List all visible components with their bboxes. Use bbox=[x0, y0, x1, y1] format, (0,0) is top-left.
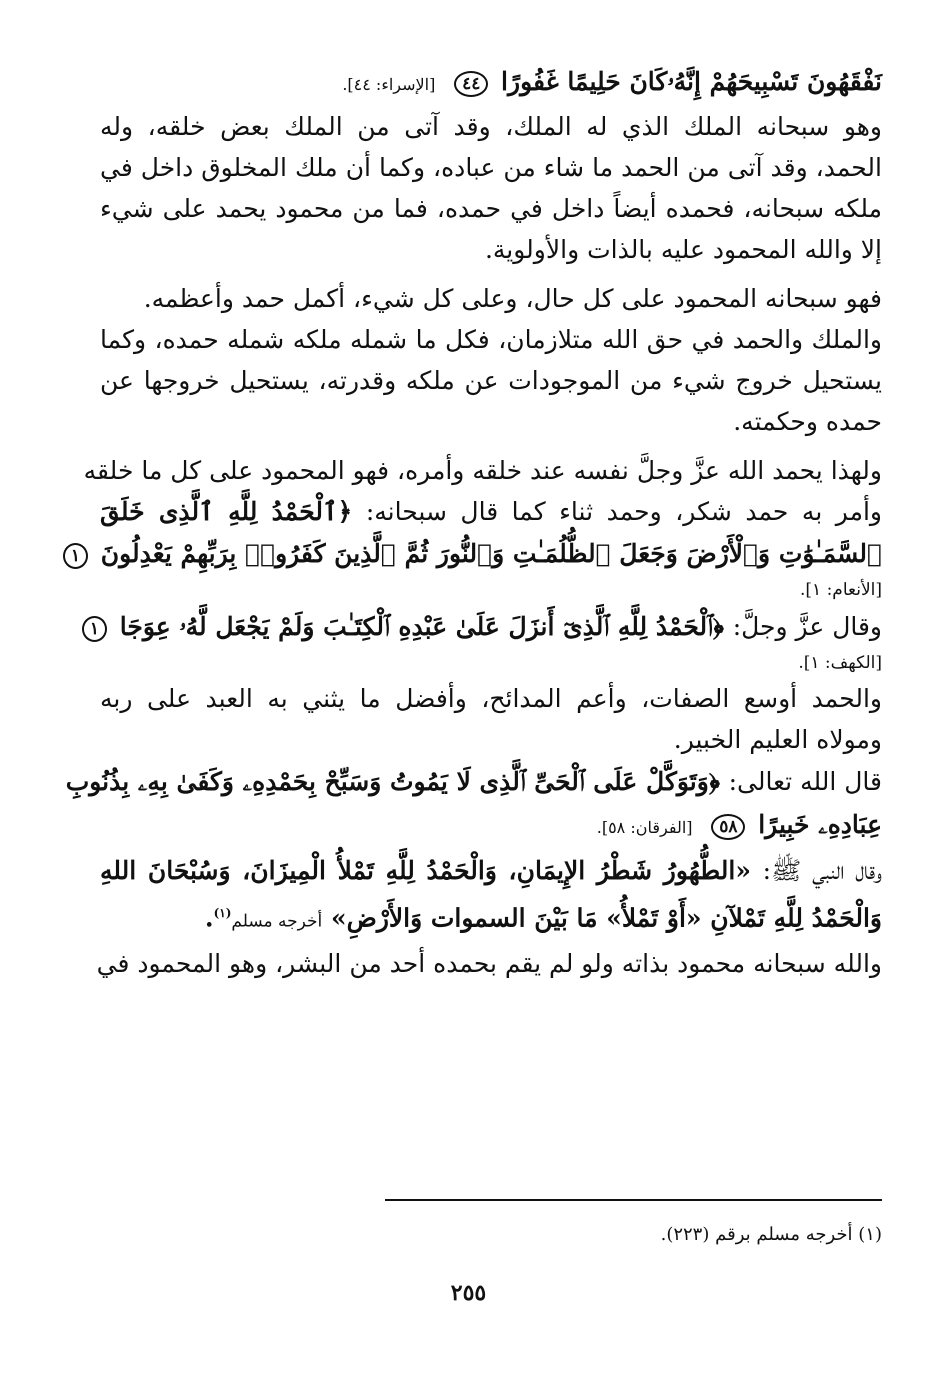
verse-reference: [الإسراء: ٤٤]. bbox=[342, 75, 436, 94]
hadith-source: أخرجه مسلم bbox=[231, 911, 323, 932]
page-number: ٢٥٥ bbox=[450, 1280, 487, 1306]
paragraph-line: فهو سبحانه المحمود على كل حال، وعلى كل شيء، أكمل حمد وأعظمه. bbox=[143, 284, 882, 313]
verse-text: عِبَادِهِۦ خَبِيرًا bbox=[758, 810, 882, 839]
text-span: وقال النبي ﷺ: bbox=[762, 856, 882, 885]
hadith-line: وَالْحَمْدُ لِلَّهِ تَمْلآنِ «أَوْ تَمْلأُ» مَا بَيْنَ السموات وَالأَرْضِ» أخرجه مسلم$^{(١)}$. bbox=[204, 903, 882, 933]
text-span: قال الله تعالى: bbox=[728, 767, 882, 796]
text-span: وقال عزَّ وجلَّ: bbox=[732, 612, 882, 641]
quran-verse-line bbox=[89, 605, 882, 648]
quran-verse-line bbox=[100, 60, 882, 106]
hadith-text: «الطُّهُورُ شَطْرُ الإِيمَانِ، وَالْحَمْدُ لِلَّهِ تَمْلأُ الْمِيزَانَ، وَسُبْحَانَ اللهِ bbox=[100, 856, 751, 885]
verse-text: ﴿ٱلْحَمْدُ لِلَّهِ ٱلَّذِىٓ أَنزَلَ عَلَىٰ عَبْدِهِ ٱلْكِتَـٰبَ وَلَمْ يَجْعَل لَّهُۥ عِوَجَا bbox=[119, 612, 724, 641]
hadith-text: وَالْحَمْدُ لِلَّهِ تَمْلآنِ «أَوْ تَمْلأُ» مَا بَيْنَ السموات وَالأَرْضِ» bbox=[330, 903, 882, 933]
paragraph-line: يستحيل خروج شيء من الموجودات عن ملكه وقدرته، يستحيل خروجها عن bbox=[100, 366, 882, 395]
paragraph-line: ملكه سبحانه، فحمده أيضاً داخل في حمده، فما من محمود يحمد على شيء bbox=[100, 194, 882, 223]
verse-reference: [الفرقان: ٥٨]. bbox=[596, 818, 693, 837]
text-span: وأمر به حمد شكر، وحمد ثناء كما قال سبحانه: bbox=[365, 497, 883, 526]
footnote: (١) أخرجه مسلم برقم (٢٢٣). bbox=[660, 1224, 882, 1245]
ayah-number: ١ bbox=[63, 543, 88, 569]
quran-verse-line bbox=[65, 760, 882, 803]
paragraph-line: والحمد أوسع الصفات، وأعم المدائح، وأفضل ما يثني به العبد على ربه bbox=[100, 684, 882, 713]
ayah-number: ٥٨ bbox=[711, 814, 745, 840]
paragraph-line: ولهذا يحمد الله عزَّ وجلَّ نفسه عند خلقه وأمره، فهو المحمود على كل ما خلقه bbox=[83, 456, 882, 485]
paragraph-line: والملك والحمد في حق الله متلازمان، فكل ما شمله ملكه شمله حمده، وكما bbox=[100, 325, 882, 354]
quran-verse-line bbox=[70, 532, 882, 575]
paragraph-line: الحمد، وقد آتى من الحمد ما شاء من عباده، وكما أن ملك المخلوق داخل في bbox=[100, 153, 882, 182]
paragraph-line: حمده وحكمته. bbox=[733, 407, 882, 436]
verse-text: ﴿وَتَوَكَّلْ عَلَى ٱلْحَىِّ ٱلَّذِى لَا يَمُوتُ وَسَبِّحْ بِحَمْدِهِۦ وَكَفَىٰ بِهِۦ بِذُنُوبِ bbox=[65, 767, 720, 796]
footnote-divider bbox=[385, 1199, 882, 1201]
verse-text: ٱلسَّمَـٰوَٰتِ وَٱلْأَرْضَ وَجَعَلَ ٱلظُّلُمَـٰتِ وَٱلنُّورَ ثُمَّ ٱلَّذِينَ كَفَرُوا۟ بِرَبِّهِمْ يَعْدِلُونَ bbox=[100, 539, 882, 568]
ayah-number: ٤٤ bbox=[454, 71, 488, 97]
page-body bbox=[65, 60, 883, 984]
ayah-number: ١ bbox=[82, 616, 107, 642]
hadith-line bbox=[100, 849, 882, 892]
paragraph-line: إلا والله المحمود عليه بالذات والأولوية. bbox=[484, 235, 882, 264]
paragraph-line: ومولاه العليم الخبير. bbox=[673, 725, 882, 754]
paragraph-line: وهو سبحانه الملك الذي له الملك، وقد آتى من الملك بعض خلقه، وله bbox=[100, 112, 882, 141]
quran-verse-line bbox=[100, 803, 882, 849]
footnote-marker: (١) bbox=[213, 906, 232, 920]
verse-reference: [الكهف: ١]. bbox=[798, 653, 882, 673]
verse-reference: [الأنعام: ١]. bbox=[799, 580, 882, 600]
verse-text: نَفْقَهُونَ تَسْبِيحَهُمْ إِنَّهُۥكَانَ حَلِيمًا غَفُورًا bbox=[501, 67, 882, 96]
paragraph-line: والله سبحانه محمود بذاته ولو لم يقم بحمده أحد من البشر، وهو المحمود في bbox=[96, 949, 882, 979]
paragraph-line bbox=[100, 491, 882, 532]
verse-text: ﴿ٱلْحَمْدُ لِلَّهِ ٱلَّذِى خَلَقَ bbox=[100, 497, 353, 526]
